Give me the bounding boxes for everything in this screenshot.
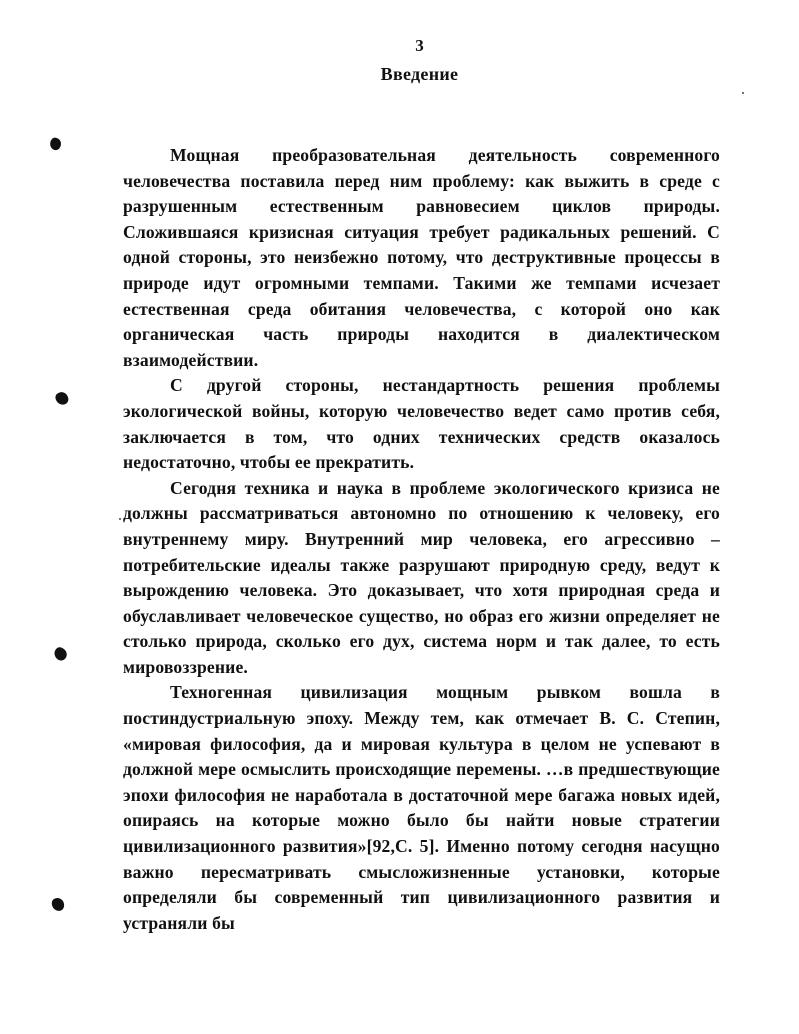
punch-hole-mark bbox=[52, 645, 70, 662]
paragraph-3: Сегодня техника и наука в проблеме экологического кризиса не должны рассматриваться автономно по отношению к человеку, его внутреннему миру. Внутренний мир человека, его агрессивно – потребительские идеалы также разрушают природную среду, ведут к вырождению человека. Это доказывает, что хотя природная среда и обуславливает человеческое существо, но образ его жизни определяет не столько природа, сколько его дух, система норм и так далее, то есть мировоззрение. bbox=[123, 477, 720, 677]
punch-hole-mark bbox=[48, 136, 62, 151]
punch-hole-mark bbox=[54, 390, 70, 407]
scan-speck bbox=[119, 518, 121, 520]
paragraph-2: С другой стороны, нестандартность решения проблемы экологической войны, которую человечество ведет само против себя, заключается в том, что одних технических средств оказалось недостаточно, чтобы ее прекратить. bbox=[123, 375, 720, 473]
scan-speck bbox=[742, 92, 744, 94]
paragraph-1: Мощная преобразовательная деятельность современного человечества поставила перед ним проблему: как выжить в среде с разрушенным естественным равновесием циклов природы. Сложившаяся кризисная ситуация требует радикальных решений. С одной стороны, это неизбежно потому, что деструктивные процессы в природе идут огромными темпами. Такими же темпами исчезает естественная среда обитания человечества, с которой оно как органическая часть природы находится в диалектическом взаимодействии. bbox=[123, 145, 720, 370]
page-number: 3 bbox=[415, 36, 424, 55]
paragraph-4: Техногенная цивилизация мощным рывком вошла в постиндустриальную эпоху. Между тем, как отмечает В. С. Степин, «мировая философия, да и мировая культура в целом не успевают в должной мере осмыслить происходящие перемены. …в предшествующие эпохи философия не наработала в достаточной мере багажа новых идей, опираясь на которые можно было бы найти новые стратегии цивилизационного развития»[92,С. 5]. Именно потому сегодня насущно важно пересматривать смысложизненные установки, которые определяли бы современный тип цивилизационного развития и устраняли бы bbox=[123, 682, 720, 933]
page-title: Введение bbox=[380, 64, 459, 84]
document-body bbox=[123, 143, 720, 936]
punch-hole-mark bbox=[51, 897, 65, 912]
